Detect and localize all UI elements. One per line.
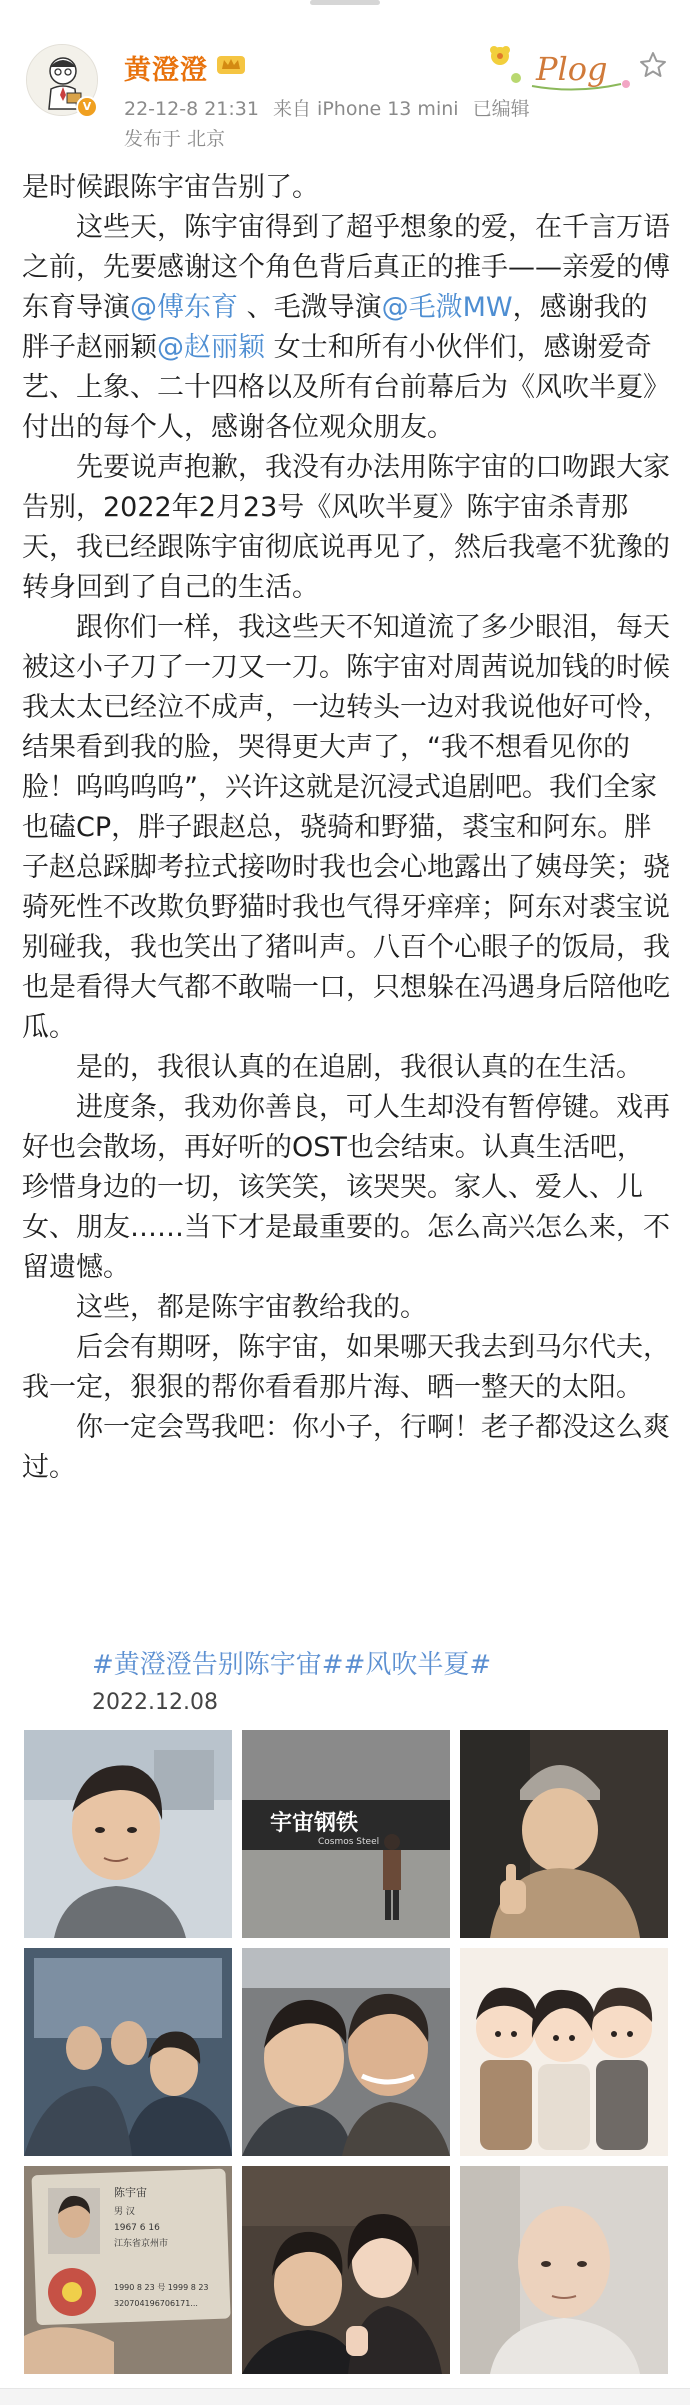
p2-text-c: ，感谢我的胖子赵丽颖	[22, 292, 648, 363]
photo-5[interactable]	[242, 1948, 450, 2156]
p2-text-b: 、毛溦导演	[238, 292, 382, 323]
bald-selfie-photo-image	[460, 2166, 668, 2374]
plog-decoration-icon	[486, 34, 636, 100]
thumbs-up-photo-image	[460, 1730, 668, 1938]
card-number: 320704196706171...	[114, 2299, 198, 2308]
card-line4: 1990 8 23 号 1999 8 23	[114, 2283, 209, 2292]
paragraph-2	[22, 208, 670, 448]
photo-9[interactable]	[460, 2166, 668, 2374]
drag-pill	[310, 0, 380, 5]
id-card-photo-image	[24, 2166, 232, 2374]
p2-text-a: 这些天，陈宇宙得到了超乎想象的爱，在千言万语之前，先要感谢这个角色背后真正的推手——亲爱的傅东育导演	[22, 212, 670, 323]
paragraph-1: 是时候跟陈宇宙告别了。	[22, 172, 319, 203]
photo-8[interactable]	[242, 2166, 450, 2374]
verified-badge-icon: V	[76, 96, 98, 118]
hashtags[interactable]: #黄澄澄告别陈宇宙##风吹半夏#	[92, 1650, 492, 1680]
top-handle	[0, 0, 690, 12]
paragraph-5: 是的，我很认真的在追剧，我很认真的在生活。	[76, 1052, 643, 1083]
paragraph-9: 你一定会骂我吧：你小子，行啊！老子都没这么爽过。	[22, 1412, 670, 1483]
mention-zhaoliying[interactable]: @赵丽颖	[157, 332, 265, 363]
paragraph-6: 进度条，我劝你善良，可人生却没有暂停键。戏再好也会散场，再好听的OST也会结束。认真生活吧，珍惜身边的一切，该笑笑，该哭哭。家人、爱人、儿女、朋友……当下才是最重要的。怎么高兴怎么来，不留遗憾。	[22, 1092, 670, 1283]
mention-fudongyu[interactable]: @傅东育	[130, 292, 238, 323]
paragraph-8: 后会有期呀，陈宇宙，如果哪天我去到马尔代夫，我一定，狠狠的帮你看看那片海、晒一整天的太阳。	[22, 1332, 670, 1403]
card-line3: 江东省京州市	[114, 2239, 169, 2249]
mention-maowei[interactable]: @毛溦MW	[381, 292, 513, 323]
post-date: 2022.12.08	[92, 1690, 218, 1715]
paragraph-7: 这些，都是陈宇宙教给我的。	[76, 1292, 427, 1323]
paragraph-3: 先要说声抱歉，我没有办法用陈宇宙的口吻跟大家告别，2022年2月23号《风吹半夏》陈宇宙杀青那天，我已经跟陈宇宙彻底说再见了，然后我毫不犹豫的转身回到了自己的生活。	[22, 452, 670, 603]
username[interactable]: 黄澄澄	[124, 55, 208, 86]
crown-icon	[216, 52, 246, 76]
steel-sign-photo-image	[242, 1730, 450, 1938]
car-group-photo-image	[24, 1948, 232, 2156]
p2-text-d: 女士和所有小伙伴们，感谢爱奇艺、上象、二十四格以及所有台前幕后为《风吹半夏》付出的每个人，感谢各位观众朋友。	[22, 332, 670, 443]
post-location: 发布于 北京	[124, 128, 226, 150]
photo-4[interactable]	[24, 1948, 232, 2156]
sign-text: 宇宙钢铁	[270, 1811, 359, 1836]
duo-selfie-photo-image	[242, 2166, 450, 2374]
post-header	[26, 34, 666, 154]
photo-7[interactable]	[24, 2166, 232, 2374]
bottom-edge	[0, 2388, 690, 2405]
star-icon[interactable]	[638, 50, 668, 80]
two-men-photo-image	[242, 1948, 450, 2156]
post-edited[interactable]: 已编辑	[472, 98, 530, 120]
photo-1[interactable]	[24, 1730, 232, 1938]
card-title: 陈宇宙	[114, 2186, 147, 2199]
sign-subtext: Cosmos Steel	[318, 1837, 380, 1847]
card-line1: 男 汉	[114, 2207, 135, 2217]
paragraph-4: 跟你们一样，我这些天不知道流了多少眼泪，每天被这小子刀了一刀又一刀。陈宇宙对周茜说加钱的时候我太太已经泣不成声，一边转头一边对我说他好可怜，结果看到我的脸，哭得更大声了，“我不想看见你的脸！呜呜呜呜”，兴许这就是沉浸式追剧吧。我们全家也磕CP，胖子跟赵总，骁骑和野猫，裘宝和阿东。胖子赵总踩脚考拉式接吻时我也会心地露出了姨母笑；骁骑死性不改欺负野猫时我也气得牙痒痒；阿东对裘宝说别碰我，我也笑出了猪叫声。八百个心眼子的饭局，我也是看得大气都不敢喘一口，只想躲在冯遇身后陪他吃瓜。	[22, 612, 670, 1043]
card-line2: 1967 6 16	[114, 2223, 160, 2233]
photo-3[interactable]	[460, 1730, 668, 1938]
plog-text: Plog	[536, 50, 608, 88]
photo-2[interactable]	[242, 1730, 450, 1938]
post-timestamp: 22-12-8 21:31	[124, 98, 259, 120]
selfie-photo-image	[24, 1730, 232, 1938]
post-body	[22, 168, 670, 1488]
cartoon-trio-photo-image	[460, 1948, 668, 2156]
post-source: 来自 iPhone 13 mini	[273, 98, 459, 120]
post-meta	[124, 94, 538, 121]
photo-6[interactable]	[460, 1948, 668, 2156]
